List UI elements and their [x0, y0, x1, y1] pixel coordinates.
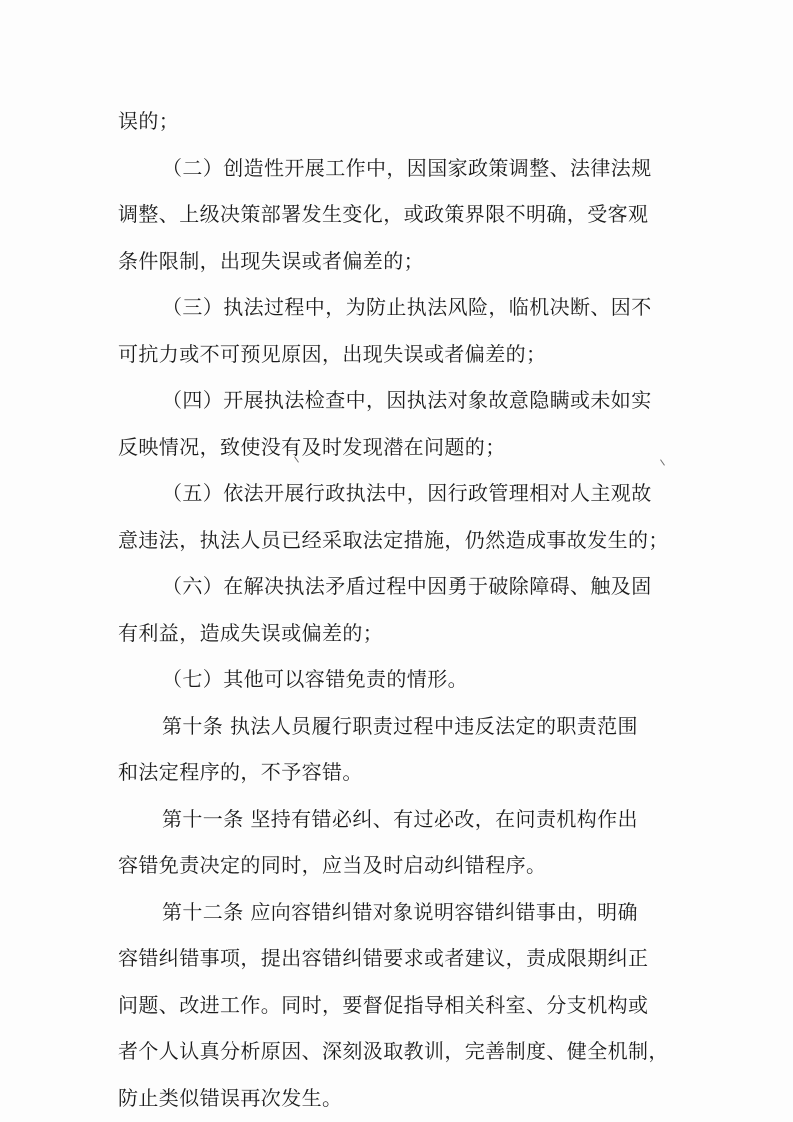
text-line: （三）执法过程中，为防止执法风险，临机决断、因不 — [162, 295, 652, 319]
text-line: （七）其他可以容错免责的情形。 — [162, 667, 468, 691]
text-line: （五）依法开展行政执法中，因行政管理相对人主观故 — [162, 481, 652, 505]
text-line: （四）开展执法检查中，因执法对象故意隐瞒或未如实 — [162, 388, 652, 412]
text-line: 者个人认真分析原因、深刻汲取教训，完善制度、健全机制， — [118, 1039, 669, 1063]
text-line: 意违法，执法人员已经采取法定措施，仍然造成事故发生的； — [118, 527, 669, 552]
text-line: 有利益，造成失误或偏差的； — [118, 620, 384, 645]
text-line: 第十二条 应向容错纠错对象说明容错纠错事由，明确 — [162, 899, 638, 924]
text-line: 第十一条 坚持有错必纠、有过必改，在问责机构作出 — [162, 806, 638, 831]
text-line: （二）创造性开展工作中，因国家政策调整、法律法规 — [162, 155, 652, 180]
text-line: 调整、上级决策部署发生变化，或政策界限不明确，受客观 — [118, 202, 649, 226]
text-line: 可抗力或不可预见原因，出现失误或者偏差的； — [118, 341, 547, 366]
text-line: 反映情况，致使没有及时发现潜在问题的； — [118, 434, 506, 459]
text-line: 和法定程序的，不予容错。 — [118, 760, 363, 784]
text-line: 问题、改进工作。同时，要督促指导相关科室、分支机构或 — [118, 992, 649, 1017]
text-line: 容错纠错事项，提出容错纠错要求或者建议，责成限期纠正 — [118, 946, 649, 970]
text-line: 防止类似错误再次发生。 — [118, 1085, 343, 1110]
text-line: 误的； — [118, 109, 180, 133]
text-line: （六）在解决执法矛盾过程中因勇于破除障碍、触及固 — [162, 574, 652, 598]
document-body — [118, 98, 688, 1121]
text-line: 容错免责决定的同时，应当及时启动纠错程序。 — [118, 853, 547, 877]
text-line: 第十条 执法人员履行职责过程中违反法定的职责范围 — [162, 713, 638, 738]
text-line: 条件限制，出现失误或者偏差的； — [118, 248, 424, 273]
